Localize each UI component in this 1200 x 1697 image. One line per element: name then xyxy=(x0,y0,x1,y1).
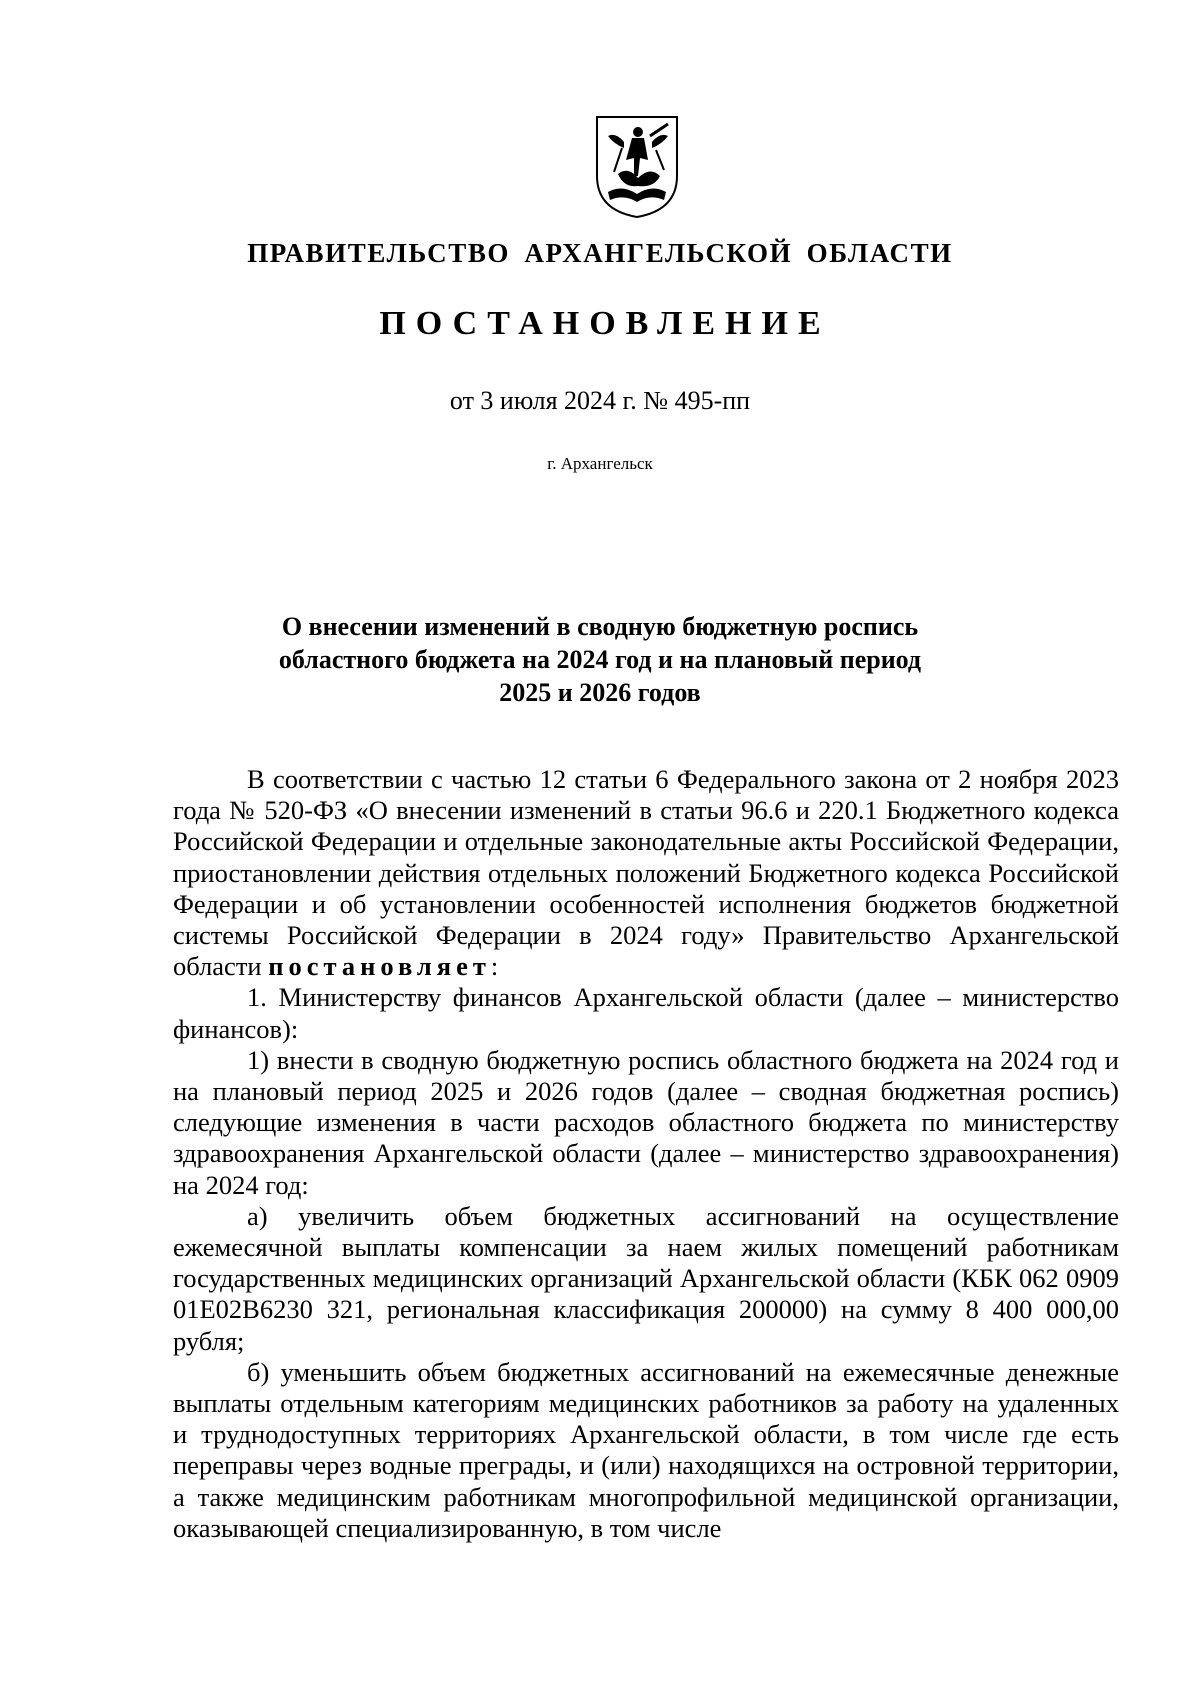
document-body xyxy=(173,764,1119,1544)
document-title xyxy=(240,610,960,709)
title-line: 2025 и 2026 годов xyxy=(499,678,701,707)
organization-name: ПРАВИТЕЛЬСТВО АРХАНГЕЛЬСКОЙ ОБЛАСТИ xyxy=(247,238,953,268)
title-line: О внесении изменений в сводную бюджетную роспись xyxy=(281,612,919,641)
city-name: г. Архангельск xyxy=(547,454,653,473)
paragraph-item-1: 1. Министерству финансов Архангельской области (далее – министерство финансов): xyxy=(173,982,1119,1044)
resolves-colon: : xyxy=(490,951,499,982)
preamble-paragraph xyxy=(173,764,1119,982)
coat-of-arms-emblem xyxy=(594,114,680,220)
preamble-text: В соответствии с частью 12 статьи 6 Федерального закона от 2 ноября 2023 года № 520-ФЗ «О внесении изменений в статьи 96.6 и 220.1 Бюджетного кодекса Российской Федерации и отдельные законодательные акты Российской Федерации, приостановлении действия отдельных положений Бюджетного кодекса Российской Федерации и об установлении особенностей исполнения бюджетов бюджетной системы Российской Федерации в 2024 году» Правительство Архангельской области xyxy=(173,764,1119,982)
resolves-word: постановляет xyxy=(268,951,491,982)
paragraph-item-1-1: 1) внести в сводную бюджетную роспись областного бюджета на 2024 год и на плановый период 2025 и 2026 годов (далее – сводная бюджетная роспись) следующие изменения в части расходов областного бюджета по министерству здравоохранения Архангельской области (далее – министерство здравоохранения) на 2024 год: xyxy=(173,1044,1119,1200)
paragraph-item-a: а) увеличить объем бюджетных ассигнований на осуществление ежемесячной выплаты компенсации за наем жилых помещений работникам государственных медицинских организаций Архангельской области (КБК 062 0909 01Е02В6230 321, региональная классификация 200000) на сумму 8 400 000,00 рубля; xyxy=(173,1200,1119,1356)
title-line: областного бюджета на 2024 год и на плановый период xyxy=(278,645,922,674)
paragraph-item-b: б) уменьшить объем бюджетных ассигнований на ежемесячные денежные выплаты отдельным категориям медицинских работников за работу на удаленных и труднодоступных территориях Архангельской области, в том числе где есть переправы через водные преграды, и (или) находящихся на островной территории, а также медицинским работникам многопрофильной медицинской организации, оказывающей специализированную, в том числе xyxy=(173,1356,1119,1543)
date-and-number: от 3 июля 2024 г. № 495-пп xyxy=(449,386,751,415)
document-type: ПОСТАНОВЛЕНИЕ xyxy=(379,305,831,342)
